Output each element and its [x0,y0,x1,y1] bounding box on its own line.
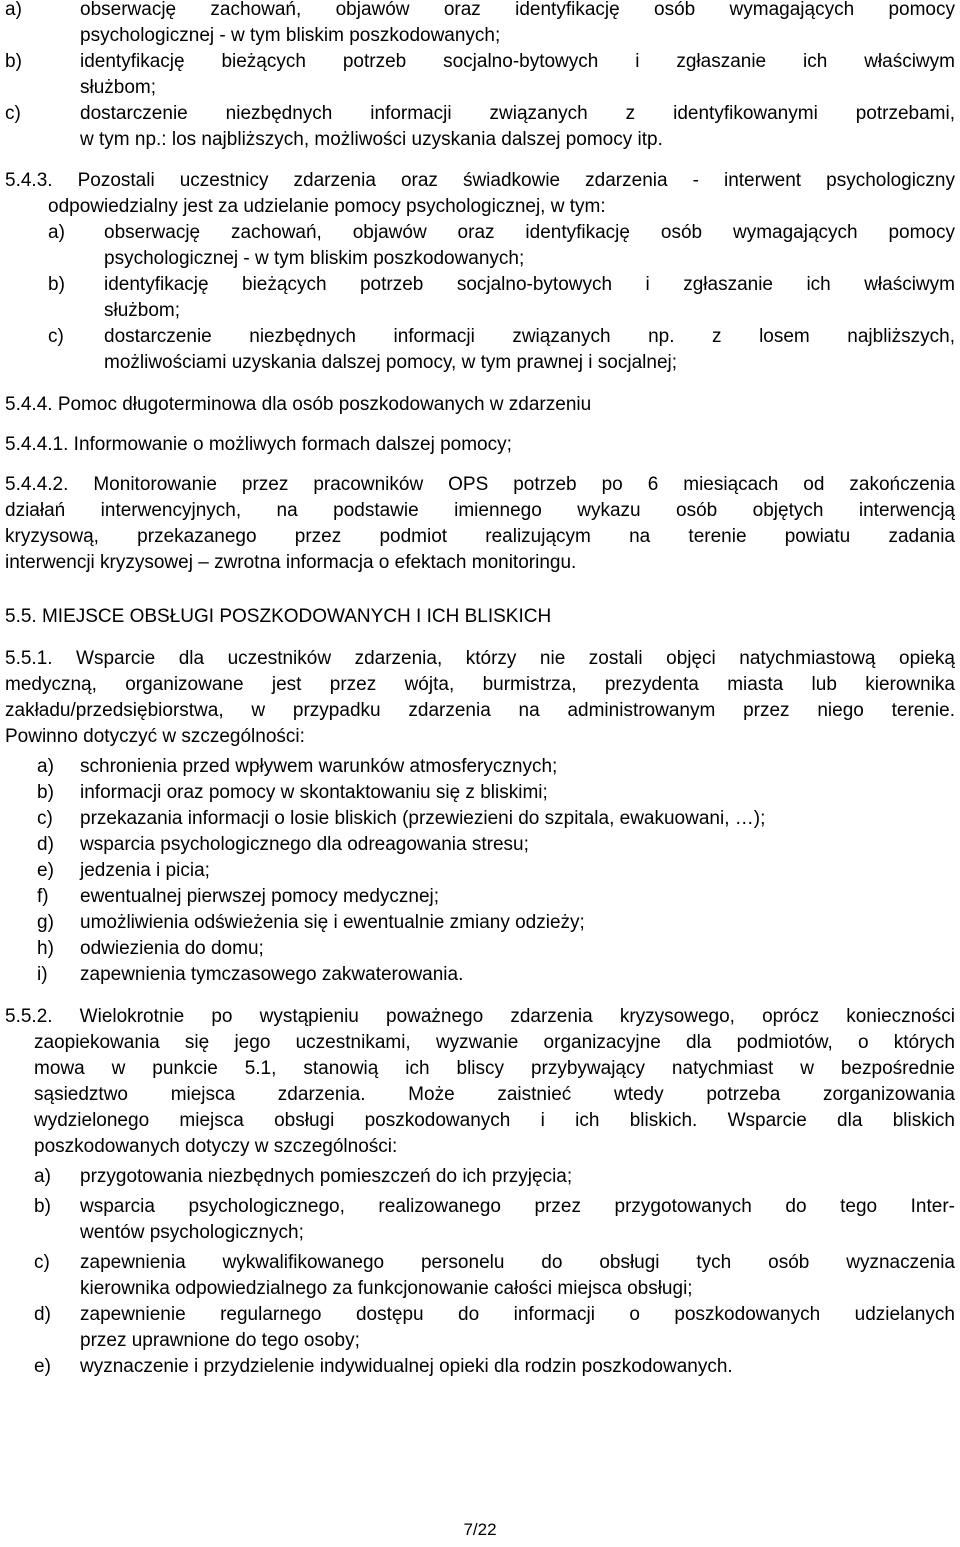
section-paragraph-line: odpowiedzialny jest za udzielanie pomocy psychologicznej, w tym: [48,196,606,217]
section-paragraph-line: medyczną, organizowane jest przez wójta, burmistrza, prezydenta miasta lub kierownika [5,674,955,695]
list-label: h) [37,938,54,959]
list-label: d) [34,1304,51,1325]
list-label: c) [5,103,21,124]
list-item-text: ewentualnej pierwszej pomocy medycznej; [80,886,440,907]
section-paragraph-line: wydzielonego miejsca obsługi poszkodowanych i ich bliskich. Wsparcie dla bliskich [34,1110,955,1131]
list-label: g) [37,912,54,933]
list-item-text: odwiezienia do domu; [80,938,264,959]
list-label: b) [48,274,65,295]
list-item-text: umożliwienia odświeżenia się i ewentualnie zmiany odzieży; [80,912,585,933]
list-item-text: służbom; [104,300,181,321]
list-item-text: identyfikację bieżących potrzeb socjalno-bytowych i zgłaszanie ich właściwym [80,51,955,72]
section-paragraph-line: zaopiekowania się jego uczestnikami, wyzwanie organizacyjne dla podmiotów, o których [34,1032,955,1053]
list-item-text: zapewnienie regularnego dostępu do informacji o poszkodowanych udzielanych [80,1304,955,1325]
list-label: e) [37,860,54,881]
list-label: b) [37,782,54,803]
section-paragraph-line: kryzysową, przekazanego przez podmiot realizującym na terenie powiatu zadania [5,526,955,547]
section-heading-5-4-4-1: 5.4.4.1. Informowanie o możliwych formach dalszej pomocy; [5,434,512,455]
section-paragraph-line: 5.4.4.2. Monitorowanie przez pracowników OPS potrzeb po 6 miesiącach od zakończenia [5,474,955,495]
list-item-text: informacji oraz pomocy w skontaktowaniu się z bliskimi; [80,782,548,803]
list-item-text: schronienia przed wpływem warunków atmosferycznych; [80,756,558,777]
section-heading-5-4-4: 5.4.4. Pomoc długoterminowa dla osób poszkodowanych w zdarzeniu [5,394,592,415]
list-item-text: dostarczenie niezbędnych informacji związanych np. z losem najbliższych, [104,326,955,347]
list-item-text: przygotowania niezbędnych pomieszczeń do ich przyjęcia; [80,1166,573,1187]
page-number: 7/22 [463,1520,497,1539]
list-item-text: obserwację zachowań, objawów oraz identyfikację osób wymagających pomocy [104,222,955,243]
list-item-text: zapewnienia tymczasowego zakwaterowania. [80,964,464,985]
list-item-text: zapewnienia wykwalifikowanego personelu do obsługi tych osób wyznaczenia [80,1252,955,1273]
list-item-text: kierownika odpowiedzialnego za funkcjonowanie całości miejsca obsługi; [80,1278,693,1299]
list-label: c) [37,808,53,829]
section-paragraph-line: poszkodowanych dotyczy w szczególności: [34,1136,398,1157]
section-paragraph-line: zakładu/przedsiębiorstwa, w przypadku zdarzenia na administrowanym przez niego terenie. [5,700,955,721]
list-item-text: przez uprawnione do tego osoby; [80,1330,360,1351]
list-item-text: dostarczenie niezbędnych informacji związanych z identyfikowanymi potrzebami, [80,103,955,124]
section-heading-5-5: 5.5. MIEJSCE OBSŁUGI POSZKODOWANYCH I ICH BLISKICH [5,606,552,627]
list-item-text: przekazania informacji o losie bliskich (przewiezieni do szpitala, ewakuowani, …); [80,808,766,829]
list-item-text: psychologicznej - w tym bliskim poszkodowanych; [80,25,501,46]
list-item-text: możliwościami uzyskania dalszej pomocy, w tym prawnej i socjalnej; [104,352,678,373]
list-item-text: jedzenia i picia; [80,860,210,881]
list-label: b) [34,1196,51,1217]
list-item-text: wsparcia psychologicznego, realizowanego przez przygotowanych do tego Inter- [80,1196,955,1217]
list-label: a) [37,756,54,777]
section-paragraph-line: 5.5.1. Wsparcie dla uczestników zdarzenia, którzy nie zostali objęci natychmiastową opieką [5,648,955,669]
list-label: c) [34,1252,50,1273]
list-label: c) [48,326,64,347]
list-item-text: wentów psychologicznych; [80,1222,304,1243]
list-label: b) [5,51,22,72]
list-item-text: służbom; [80,77,157,98]
list-item-text: wsparcia psychologicznego dla odreagowania stresu; [80,834,529,855]
section-paragraph-line: sąsiedztwo miejsca zdarzenia. Może zaistnieć wtedy potrzeba zorganizowania [34,1084,955,1105]
list-label: i) [37,964,48,985]
list-item-text: psychologicznej - w tym bliskim poszkodowanych; [104,248,525,269]
section-paragraph-line: interwencji kryzysowej – zwrotna informacja o efektach monitoringu. [5,552,577,573]
list-item-text: wyznaczenie i przydzielenie indywidualnej opieki dla rodzin poszkodowanych. [80,1356,733,1377]
section-paragraph-line: 5.4.3. Pozostali uczestnicy zdarzenia oraz świadkowie zdarzenia - interwent psychologiczny [5,170,955,191]
section-paragraph-line: 5.5.2. Wielokrotnie po wystąpieniu poważnego zdarzenia kryzysowego, oprócz konieczności [5,1006,955,1027]
section-paragraph-line: Powinno dotyczyć w szczególności: [5,726,305,747]
list-label: a) [34,1166,51,1187]
list-label: d) [37,834,54,855]
list-item-text: identyfikację bieżących potrzeb socjalno-bytowych i zgłaszanie ich właściwym [104,274,955,295]
list-item-text: w tym np.: los najbliższych, możliwości uzyskania dalszej pomocy itp. [80,129,663,150]
list-label: f) [37,886,49,907]
list-label: e) [34,1356,51,1377]
list-label: a) [5,0,22,20]
section-paragraph-line: działań interwencyjnych, na podstawie imiennego wykazu osób objętych interwencją [5,500,955,521]
section-paragraph-line: mowa w punkcie 5.1, stanowią ich bliscy przybywający natychmiast w bezpośrednie [34,1058,955,1079]
list-label: a) [48,222,65,243]
list-item-text: obserwację zachowań, objawów oraz identyfikację osób wymagających pomocy [80,0,955,20]
